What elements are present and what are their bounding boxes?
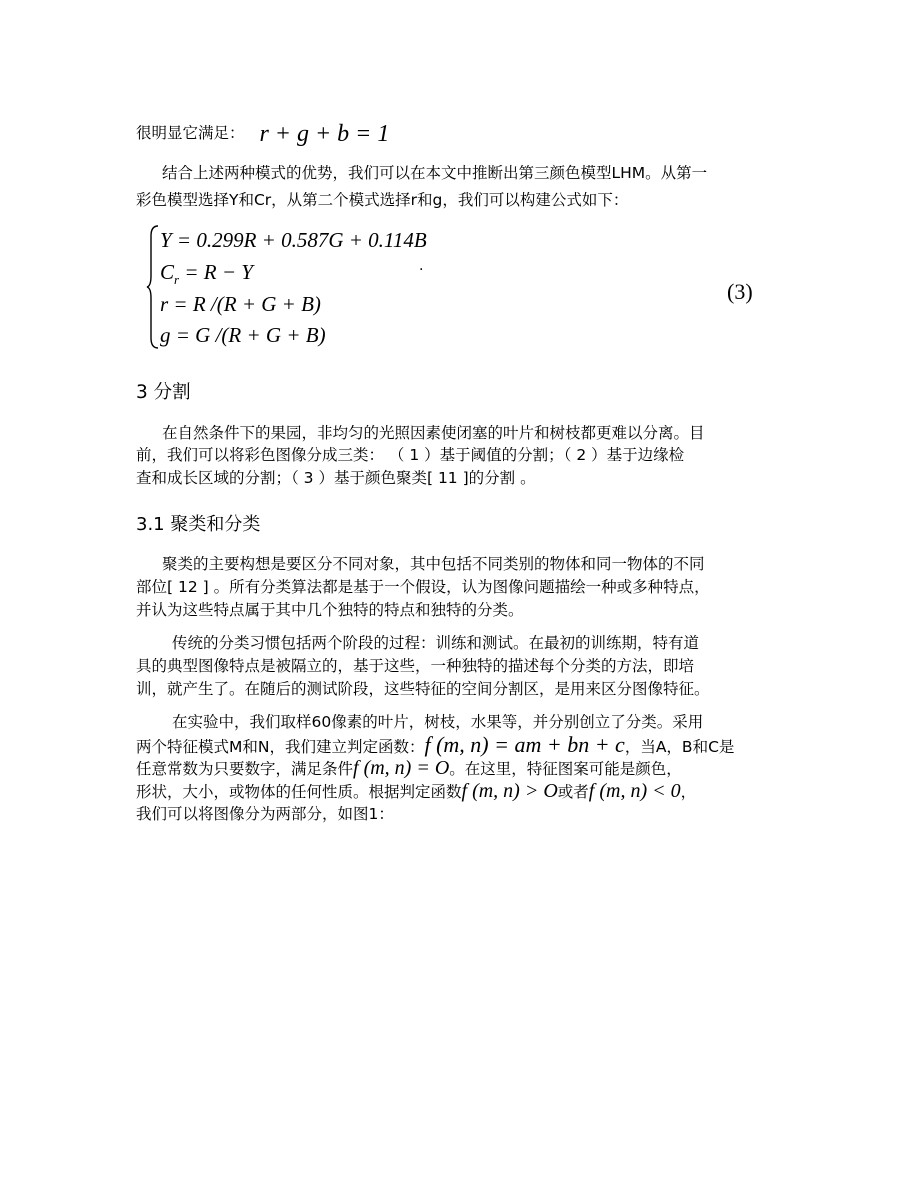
equation-cr-c: C bbox=[160, 260, 175, 284]
intro-line bbox=[136, 120, 390, 147]
condition-equation: f (m, n) = O bbox=[353, 757, 450, 779]
para1-line2: 彩色模型选择Y和Cr，从第二个模式选择r和g，我们可以构建公式如下： bbox=[136, 191, 629, 209]
para3-line1: 聚类的主要构想是要区分不同对象，其中包括不同类别的物体和同一物体的不同 bbox=[162, 555, 705, 573]
sum-equation: r + g + b = 1 bbox=[259, 121, 390, 147]
decision-function: f (m, n) = am + bn + c bbox=[424, 732, 625, 757]
para4-line2: 具的典型图像特点是被隔立的，基于这些，一种独特的描述每个分类的方法，即培 bbox=[136, 657, 695, 675]
section-heading-3-1: 3.1 聚类和分类 bbox=[136, 514, 261, 535]
equation-r: r = R /(R + G + B) bbox=[160, 292, 321, 316]
less-than-equation: f (m, n) < 0 bbox=[588, 780, 681, 802]
greater-than-equation: f (m, n) > O bbox=[461, 780, 558, 802]
para5-line4-comma: ， bbox=[680, 783, 697, 801]
left-brace bbox=[146, 222, 160, 352]
para4-line1: 传统的分类习惯包括两个阶段的过程：训练和测试。在最初的训练期，特有道 bbox=[172, 634, 700, 652]
equation-y: Y = 0.299R + 0.587G + 0.114B bbox=[160, 228, 427, 252]
para5-line3 bbox=[136, 757, 682, 780]
para5-line4 bbox=[136, 780, 696, 803]
intro-text: 很明显它满足： bbox=[136, 124, 245, 142]
para5-line4-or: 或者 bbox=[557, 783, 589, 801]
para5-line5: 我们可以将图像分为两部分，如图1： bbox=[136, 805, 394, 823]
para5-line2-tail: ，当A，B和C是 bbox=[624, 738, 735, 756]
equation-cr-rest: = R − Y bbox=[179, 260, 253, 284]
para5-line3-tail: 。在这里，特征图案可能是颜色， bbox=[449, 760, 682, 778]
para5-line1: 在实验中，我们取样60像素的叶片，树枝，水果等，并分别创立了分类。采用 bbox=[172, 713, 704, 731]
para3-line2: 部位[ 12 ] 。所有分类算法都是基于一个假设，认为图像问题描绘一种或多种特点， bbox=[136, 578, 710, 596]
para5-line3-text: 任意常数为只要数字，满足条件 bbox=[136, 760, 354, 778]
section-heading-3: 3 分割 bbox=[136, 382, 191, 403]
para4-line3: 训，就产生了。在随后的测试阶段，这些特征的空间分割区，是用来区分图像特征。 bbox=[136, 680, 710, 698]
equation-cr bbox=[160, 260, 253, 288]
para5-line2 bbox=[136, 734, 734, 758]
equation-system bbox=[146, 222, 446, 352]
para1-line1: 结合上述两种模式的优势，我们可以在本文中推断出第三颜色模型LHM。从第一 bbox=[162, 164, 708, 182]
para5-line4-text: 形状，大小，或物体的任何性质。根据判定函数 bbox=[136, 783, 462, 801]
equation-g: g = G /(R + G + B) bbox=[160, 323, 326, 347]
para5-line2-text: 两个特征模式M和N，我们建立判定函数： bbox=[136, 738, 425, 756]
equation-number: (3) bbox=[727, 279, 753, 304]
equation-dot: . bbox=[419, 258, 424, 274]
para3-line3: 并认为这些特点属于其中几个独特的特点和独特的分类。 bbox=[136, 601, 524, 619]
equation-cr-sub: r bbox=[174, 272, 180, 288]
para2-line3: 查和成长区域的分割；（ 3 ）基于颜色聚类[ 11 ]的分割 。 bbox=[136, 469, 536, 487]
para2-line1: 在自然条件下的果园，非均匀的光照因素使闭塞的叶片和树枝都更难以分离。目 bbox=[162, 424, 705, 442]
para2-line2: 前，我们可以将彩色图像分成三类： （ 1 ）基于阈值的分割；（ 2 ）基于边缘检 bbox=[136, 446, 685, 464]
